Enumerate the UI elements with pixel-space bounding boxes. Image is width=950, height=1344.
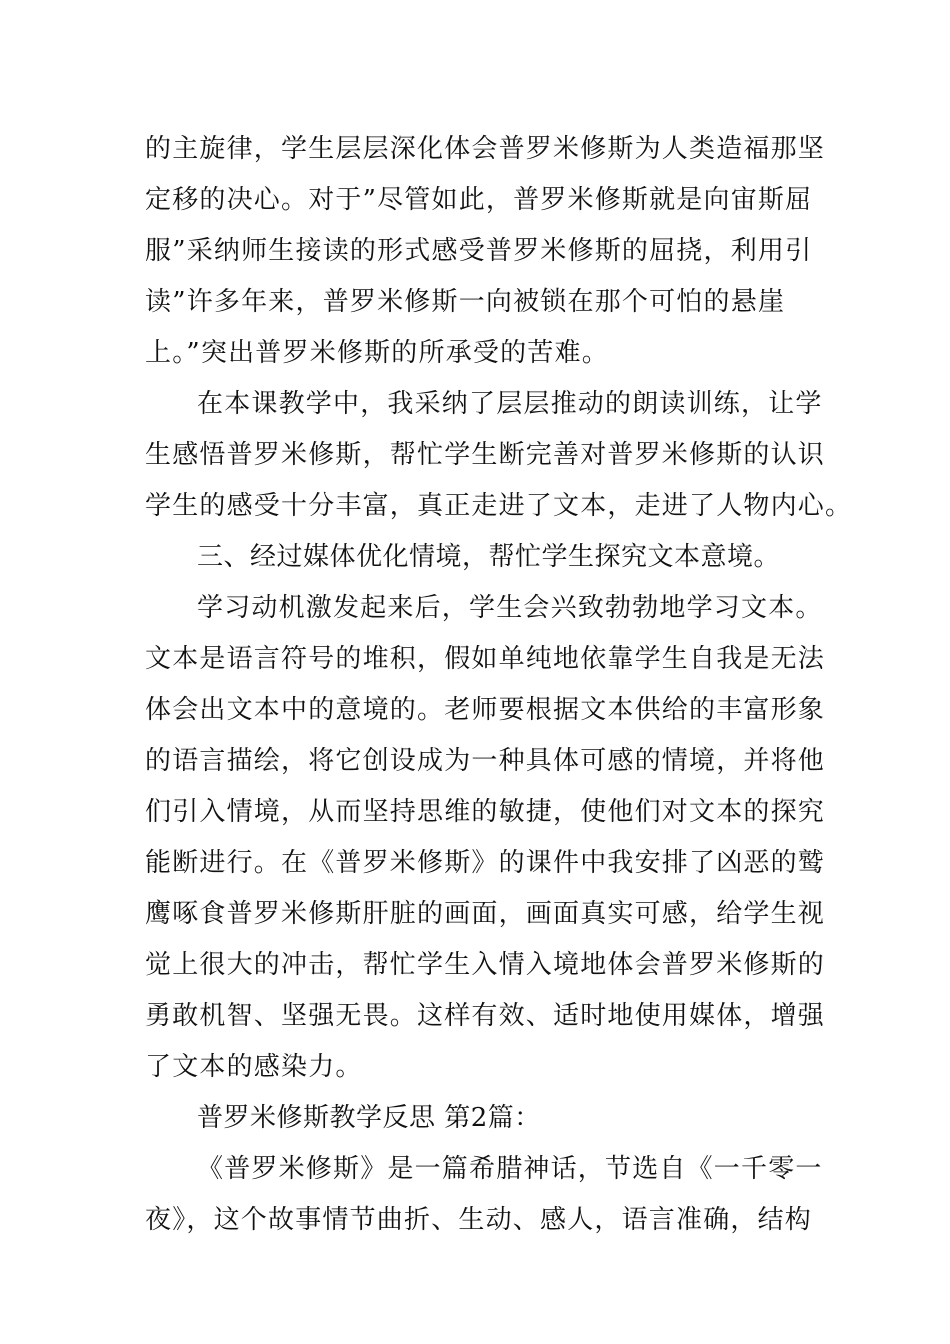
text-line: 鹰啄食普罗米修斯肝脏的画面，画面真实可感，给学生视	[145, 899, 826, 929]
text-line: 文本是语言符号的堆积，假如单纯地依靠学生自我是无法	[145, 644, 826, 674]
text-line: 生感悟普罗米修斯，帮忙学生断完善对普罗米修斯的认识	[145, 440, 826, 470]
text-line: 服”采纳师生接读的形式感受普罗米修斯的屈挠，利用引	[145, 236, 813, 266]
text-line: 了文本的感染力。	[145, 1052, 363, 1082]
text-line: 觉上很大的冲击，帮忙学生入情入境地体会普罗米修斯的	[145, 950, 826, 980]
body-text	[145, 124, 853, 1246]
text-line: 上。”突出普罗米修斯的所承受的苦难。	[145, 338, 609, 368]
text-line: 们引入情境，从而坚持思维的敏捷，使他们对文本的探究	[145, 797, 826, 827]
paragraph-first-line: 学习动机激发起来后，学生会兴致勃勃地学习文本。	[197, 593, 823, 623]
text-line: 的主旋律，学生层层深化体会普罗米修斯为人类造福那坚	[145, 134, 826, 164]
text-line: 体会出文本中的意境的。老师要根据文本供给的丰富形象	[145, 695, 826, 725]
paragraph-first-line: 《普罗米修斯》是一篇希腊神话，节选自《一千零一	[197, 1154, 823, 1184]
article-heading: 普罗米修斯教学反思 第2篇：	[197, 1103, 541, 1133]
text-line: 勇敢机智、坚强无畏。这样有效、适时地使用媒体，增强	[145, 1001, 826, 1031]
text-line: 能断进行。在《普罗米修斯》的课件中我安排了凶恶的鹫	[145, 848, 826, 878]
paragraph-first-line: 在本课教学中，我采纳了层层推动的朗读训练，让学	[197, 389, 823, 419]
section-heading: 三、经过媒体优化情境，帮忙学生探究文本意境。	[197, 542, 781, 572]
text-line: 读”许多年来，普罗米修斯一向被锁在那个可怕的悬崖	[145, 287, 786, 317]
text-line: 夜》，这个故事情节曲折、生动、感人，语言准确，结构	[145, 1205, 813, 1235]
text-line: 定移的决心。对于”尽管如此，普罗米修斯就是向宙斯屈	[145, 185, 813, 215]
text-line: 学生的感受十分丰富，真正走进了文本，走进了人物内心。	[145, 491, 853, 521]
text-line: 的语言描绘，将它创设成为一种具体可感的情境，并将他	[145, 746, 826, 776]
